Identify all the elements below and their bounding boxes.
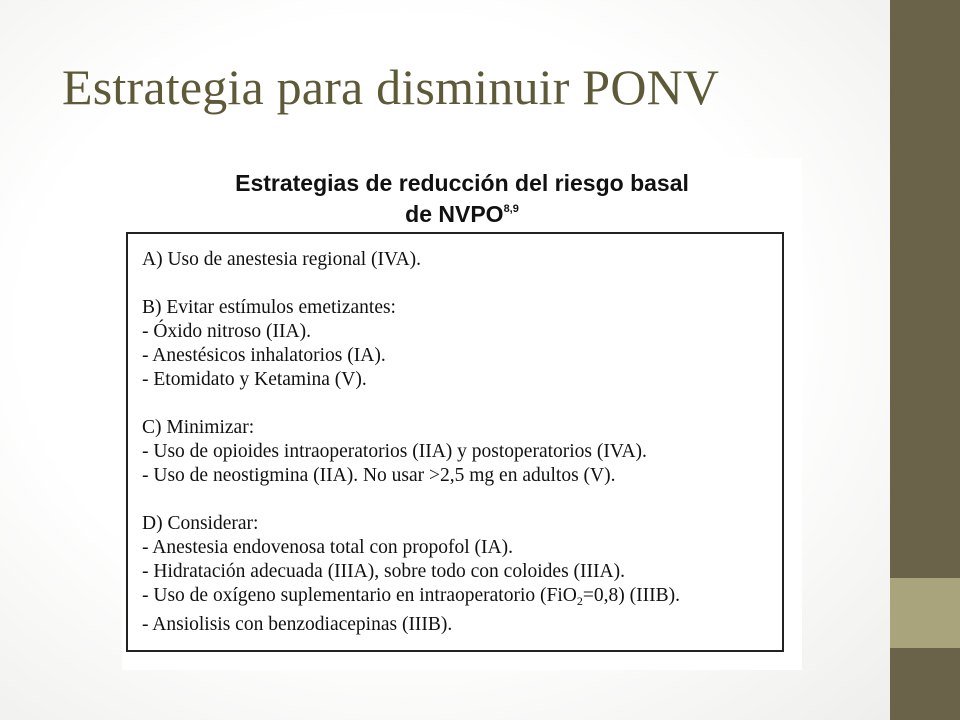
- sidebar-accent-top: [890, 0, 960, 578]
- figure-heading: [122, 170, 802, 227]
- sidebar-accent-bottom: [890, 648, 960, 720]
- section-d-item: - Anestesia endovenosa total con propofol (IA).: [142, 537, 513, 558]
- strategy-figure: [122, 158, 802, 670]
- section-d-item: - Hidratación adecuada (IIIA), sobre todo con coloides (IIIA).: [142, 561, 625, 582]
- section-b-item: - Etomidato y Ketamina (V).: [142, 369, 367, 390]
- oxygen-subscript: 2: [576, 594, 583, 608]
- slide-title: Estrategia para disminuir PONV: [62, 59, 720, 115]
- section-c-item: - Uso de opioides intraoperatorios (IIA) y postoperatorios (IVA).: [142, 441, 647, 462]
- section-b: [142, 296, 680, 392]
- section-d: [142, 512, 680, 637]
- section-b-item: - Anestésicos inhalatorios (IA).: [142, 345, 386, 366]
- section-b-item: - Óxido nitroso (IIA).: [142, 321, 311, 342]
- section-d-heading: D) Considerar:: [142, 513, 259, 534]
- oxygen-text-after: =0,8) (IIIB).: [582, 585, 680, 606]
- figure-heading-reference: 8,9: [503, 203, 519, 215]
- section-c-heading: C) Minimizar:: [142, 417, 255, 438]
- oxygen-text-before: - Uso de oxígeno suplementario en intraoperatorio (FiO: [142, 585, 577, 606]
- figure-heading-line1: Estrategias de reducción del riesgo basal: [235, 170, 689, 196]
- section-d-item: - Ansiolisis con benzodiacepinas (IIIB).: [142, 614, 453, 635]
- section-b-heading: B) Evitar estímulos emetizantes:: [142, 297, 396, 318]
- section-a: [142, 248, 680, 272]
- section-d-item-oxygen: [142, 584, 680, 613]
- figure-heading-line2: de NVPO: [405, 201, 504, 227]
- strategy-box: [126, 232, 784, 652]
- section-a-heading: A) Uso de anestesia regional (IVA).: [142, 249, 422, 270]
- section-c-item: - Uso de neostigmina (IIA). No usar >2,5 mg en adultos (V).: [142, 465, 616, 486]
- sidebar-accent-middle: [890, 578, 960, 648]
- strategy-list: [142, 248, 680, 637]
- section-c: [142, 416, 680, 488]
